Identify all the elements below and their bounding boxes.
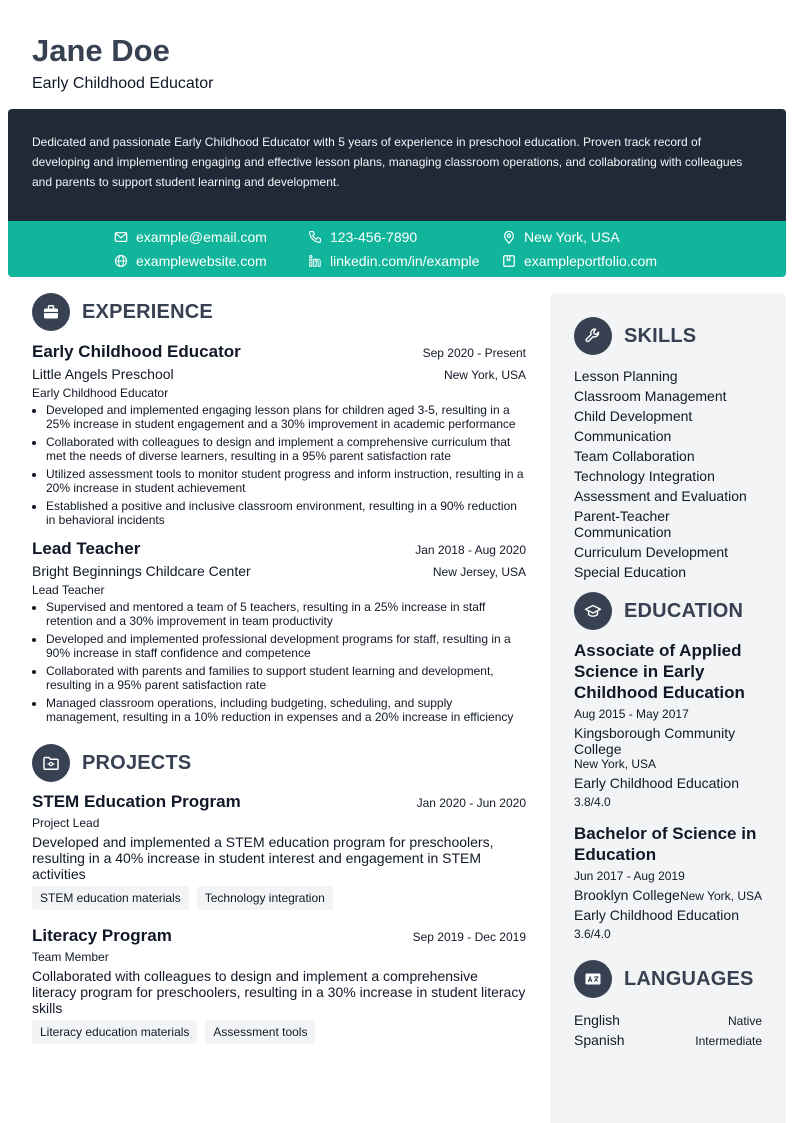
candidate-name: Jane Doe [32, 33, 170, 68]
project-item [32, 926, 526, 1044]
bullet: • Supervised and mentored a team of 5 teachers, resulting in a 25% increase in staff retention and a 30% improvement in team productivity [46, 600, 526, 628]
project-dates: Sep 2019 - Dec 2019 [412, 930, 526, 944]
project-dates: Jan 2020 - Jun 2020 [416, 796, 526, 810]
resume-header [32, 32, 213, 93]
education-item [574, 640, 762, 809]
skills-title: SKILLS [624, 324, 697, 347]
job-company: Bright Beginnings Childcare Center [32, 563, 251, 579]
bullet: • Developed and implemented engaging lesson plans for children aged 3-5, resulting in a 25% increase in student engagement and a 30% improvement in academic performance [46, 403, 526, 431]
languages-section-header [574, 960, 762, 998]
field-of-study: Early Childhood Education [574, 907, 739, 923]
portfolio-icon [502, 254, 516, 268]
bullet: • Collaborated with parents and families to support student learning and development, resulting in a 95% parent satisfaction rate [46, 664, 526, 692]
briefcase-icon [32, 293, 70, 331]
job-dates: Jan 2018 - Aug 2020 [415, 543, 526, 557]
wrench-icon [574, 317, 612, 355]
field-of-study: Early Childhood Education [574, 775, 739, 791]
location-text: New York, USA [524, 229, 620, 245]
education-dates: Aug 2015 - May 2017 [574, 707, 689, 721]
languages-title: LANGUAGES [624, 967, 754, 990]
projects-title: PROJECTS [82, 751, 192, 774]
tag: Literacy education materials [32, 1020, 197, 1044]
skill-item: Child Development [574, 408, 693, 424]
job-bullets [32, 403, 526, 527]
school-name: Kingsborough Community College [574, 725, 736, 757]
folder-icon [32, 744, 70, 782]
linkedin-icon [308, 254, 322, 268]
experience-title: EXPERIENCE [82, 300, 213, 323]
tag: Technology integration [197, 886, 333, 910]
education-title: EDUCATION [624, 599, 744, 622]
summary-text: Dedicated and passionate Early Childhood Educator with 5 years of experience in preschool education. Proven track record of developing and implementing engaging and effective lesson plans, managing classroom operations, and collaborating with colleagues and parents to support student learning and development. [32, 135, 743, 189]
email-text: example@email.com [136, 229, 267, 245]
tag: Assessment tools [205, 1020, 315, 1044]
gpa: 3.6/4.0 [574, 927, 611, 941]
project-item [32, 792, 526, 910]
skill-item: Communication [574, 428, 672, 444]
phone-icon [308, 230, 322, 244]
graduation-cap-icon [574, 592, 612, 630]
skills-section-header [574, 317, 762, 355]
project-title: Literacy Program [32, 926, 172, 945]
bullet: • Collaborated with colleagues to design and implement a comprehensive curriculum that met the needs of diverse learners, resulting in a 95% parent satisfaction rate [46, 435, 526, 463]
experience-section-header [32, 293, 526, 331]
contact-portfolio[interactable] [502, 251, 657, 271]
website-text: examplewebsite.com [136, 253, 267, 269]
job-role: Lead Teacher [32, 583, 105, 597]
experience-item [32, 539, 526, 724]
left-column [32, 293, 526, 1044]
skill-item: Assessment and Evaluation [574, 488, 747, 504]
job-role: Early Childhood Educator [32, 386, 169, 400]
experience-item [32, 342, 526, 527]
project-description: Collaborated with colleagues to design and implement a comprehensive literacy program for preschoolers, resulting in a 30% increase in student literacy skills [32, 968, 526, 1016]
contact-location [502, 227, 620, 247]
project-tags [32, 886, 526, 910]
project-description: Developed and implemented a STEM education program for preschoolers, resulting in a 40% increase in student interest and engagement in STEM activities [32, 834, 494, 882]
linkedin-text: linkedin.com/in/example [330, 253, 480, 269]
project-tags [32, 1020, 526, 1044]
job-dates: Sep 2020 - Present [422, 346, 526, 360]
skill-item: Parent-Teacher Communication [574, 508, 672, 540]
portfolio-text: exampleportfolio.com [524, 253, 658, 269]
tag: STEM education materials [32, 886, 189, 910]
globe-icon [114, 254, 128, 268]
contact-linkedin[interactable] [308, 251, 479, 271]
summary-block [8, 109, 786, 221]
education-section-header [574, 592, 762, 630]
job-location: New Jersey, USA [432, 565, 526, 579]
bullet: • Utilized assessment tools to monitor student progress and inform instruction, resulting in a 20% increase in student achievement [46, 467, 526, 495]
gpa: 3.8/4.0 [574, 795, 611, 809]
project-role: Team Member [32, 950, 109, 964]
education-item [574, 823, 762, 941]
bullet: • Developed and implemented professional development programs for staff, resulting in a 90% increase in staff confidence and competence [46, 632, 526, 660]
skill-item: Technology Integration [574, 468, 715, 484]
skill-item: Special Education [574, 564, 687, 580]
contact-website[interactable] [114, 251, 267, 271]
candidate-title: Early Childhood Educator [32, 75, 214, 92]
contact-phone[interactable] [308, 227, 417, 247]
degree-title: Bachelor of Science in Education [574, 824, 757, 864]
contact-bar [8, 221, 786, 277]
education-dates: Jun 2017 - Aug 2019 [574, 869, 685, 883]
school-location: New York, USA [574, 757, 657, 771]
job-location: New York, USA [443, 368, 526, 382]
translate-icon [574, 960, 612, 998]
school-name: Brooklyn College [574, 887, 680, 903]
job-bullets [32, 600, 526, 724]
phone-text: 123-456-7890 [330, 229, 418, 245]
skill-item: Team Collaboration [574, 448, 695, 464]
job-title: Lead Teacher [32, 539, 141, 558]
skill-item: Classroom Management [574, 388, 727, 404]
skills-list [574, 368, 762, 580]
language-item [574, 1012, 762, 1028]
languages-list [574, 1012, 762, 1048]
language-name: English [574, 1012, 620, 1028]
school-location: New York, USA [679, 889, 762, 903]
language-name: Spanish [574, 1032, 625, 1048]
project-role: Project Lead [32, 816, 100, 830]
job-company: Little Angels Preschool [32, 366, 174, 382]
skill-item: Curriculum Development [574, 544, 729, 560]
map-pin-icon [502, 230, 516, 244]
contact-email[interactable] [114, 227, 267, 247]
right-sidebar [550, 293, 786, 1123]
language-level: Native [727, 1014, 762, 1028]
skill-item: Lesson Planning [574, 368, 678, 384]
project-title: STEM Education Program [32, 792, 241, 811]
job-title: Early Childhood Educator [32, 342, 241, 361]
mail-icon [114, 230, 128, 244]
language-item [574, 1032, 762, 1048]
projects-section-header [32, 744, 526, 782]
bullet: • Managed classroom operations, including budgeting, scheduling, and supply management, resulting in a 10% reduction in expenses and a 20% increase in efficiency [46, 696, 526, 724]
degree-title: Associate of Applied Science in Early Childhood Education [574, 641, 745, 702]
bullet: • Established a positive and inclusive classroom environment, resulting in a 90% reduction in behavioral incidents [46, 499, 526, 527]
language-level: Intermediate [695, 1034, 762, 1048]
